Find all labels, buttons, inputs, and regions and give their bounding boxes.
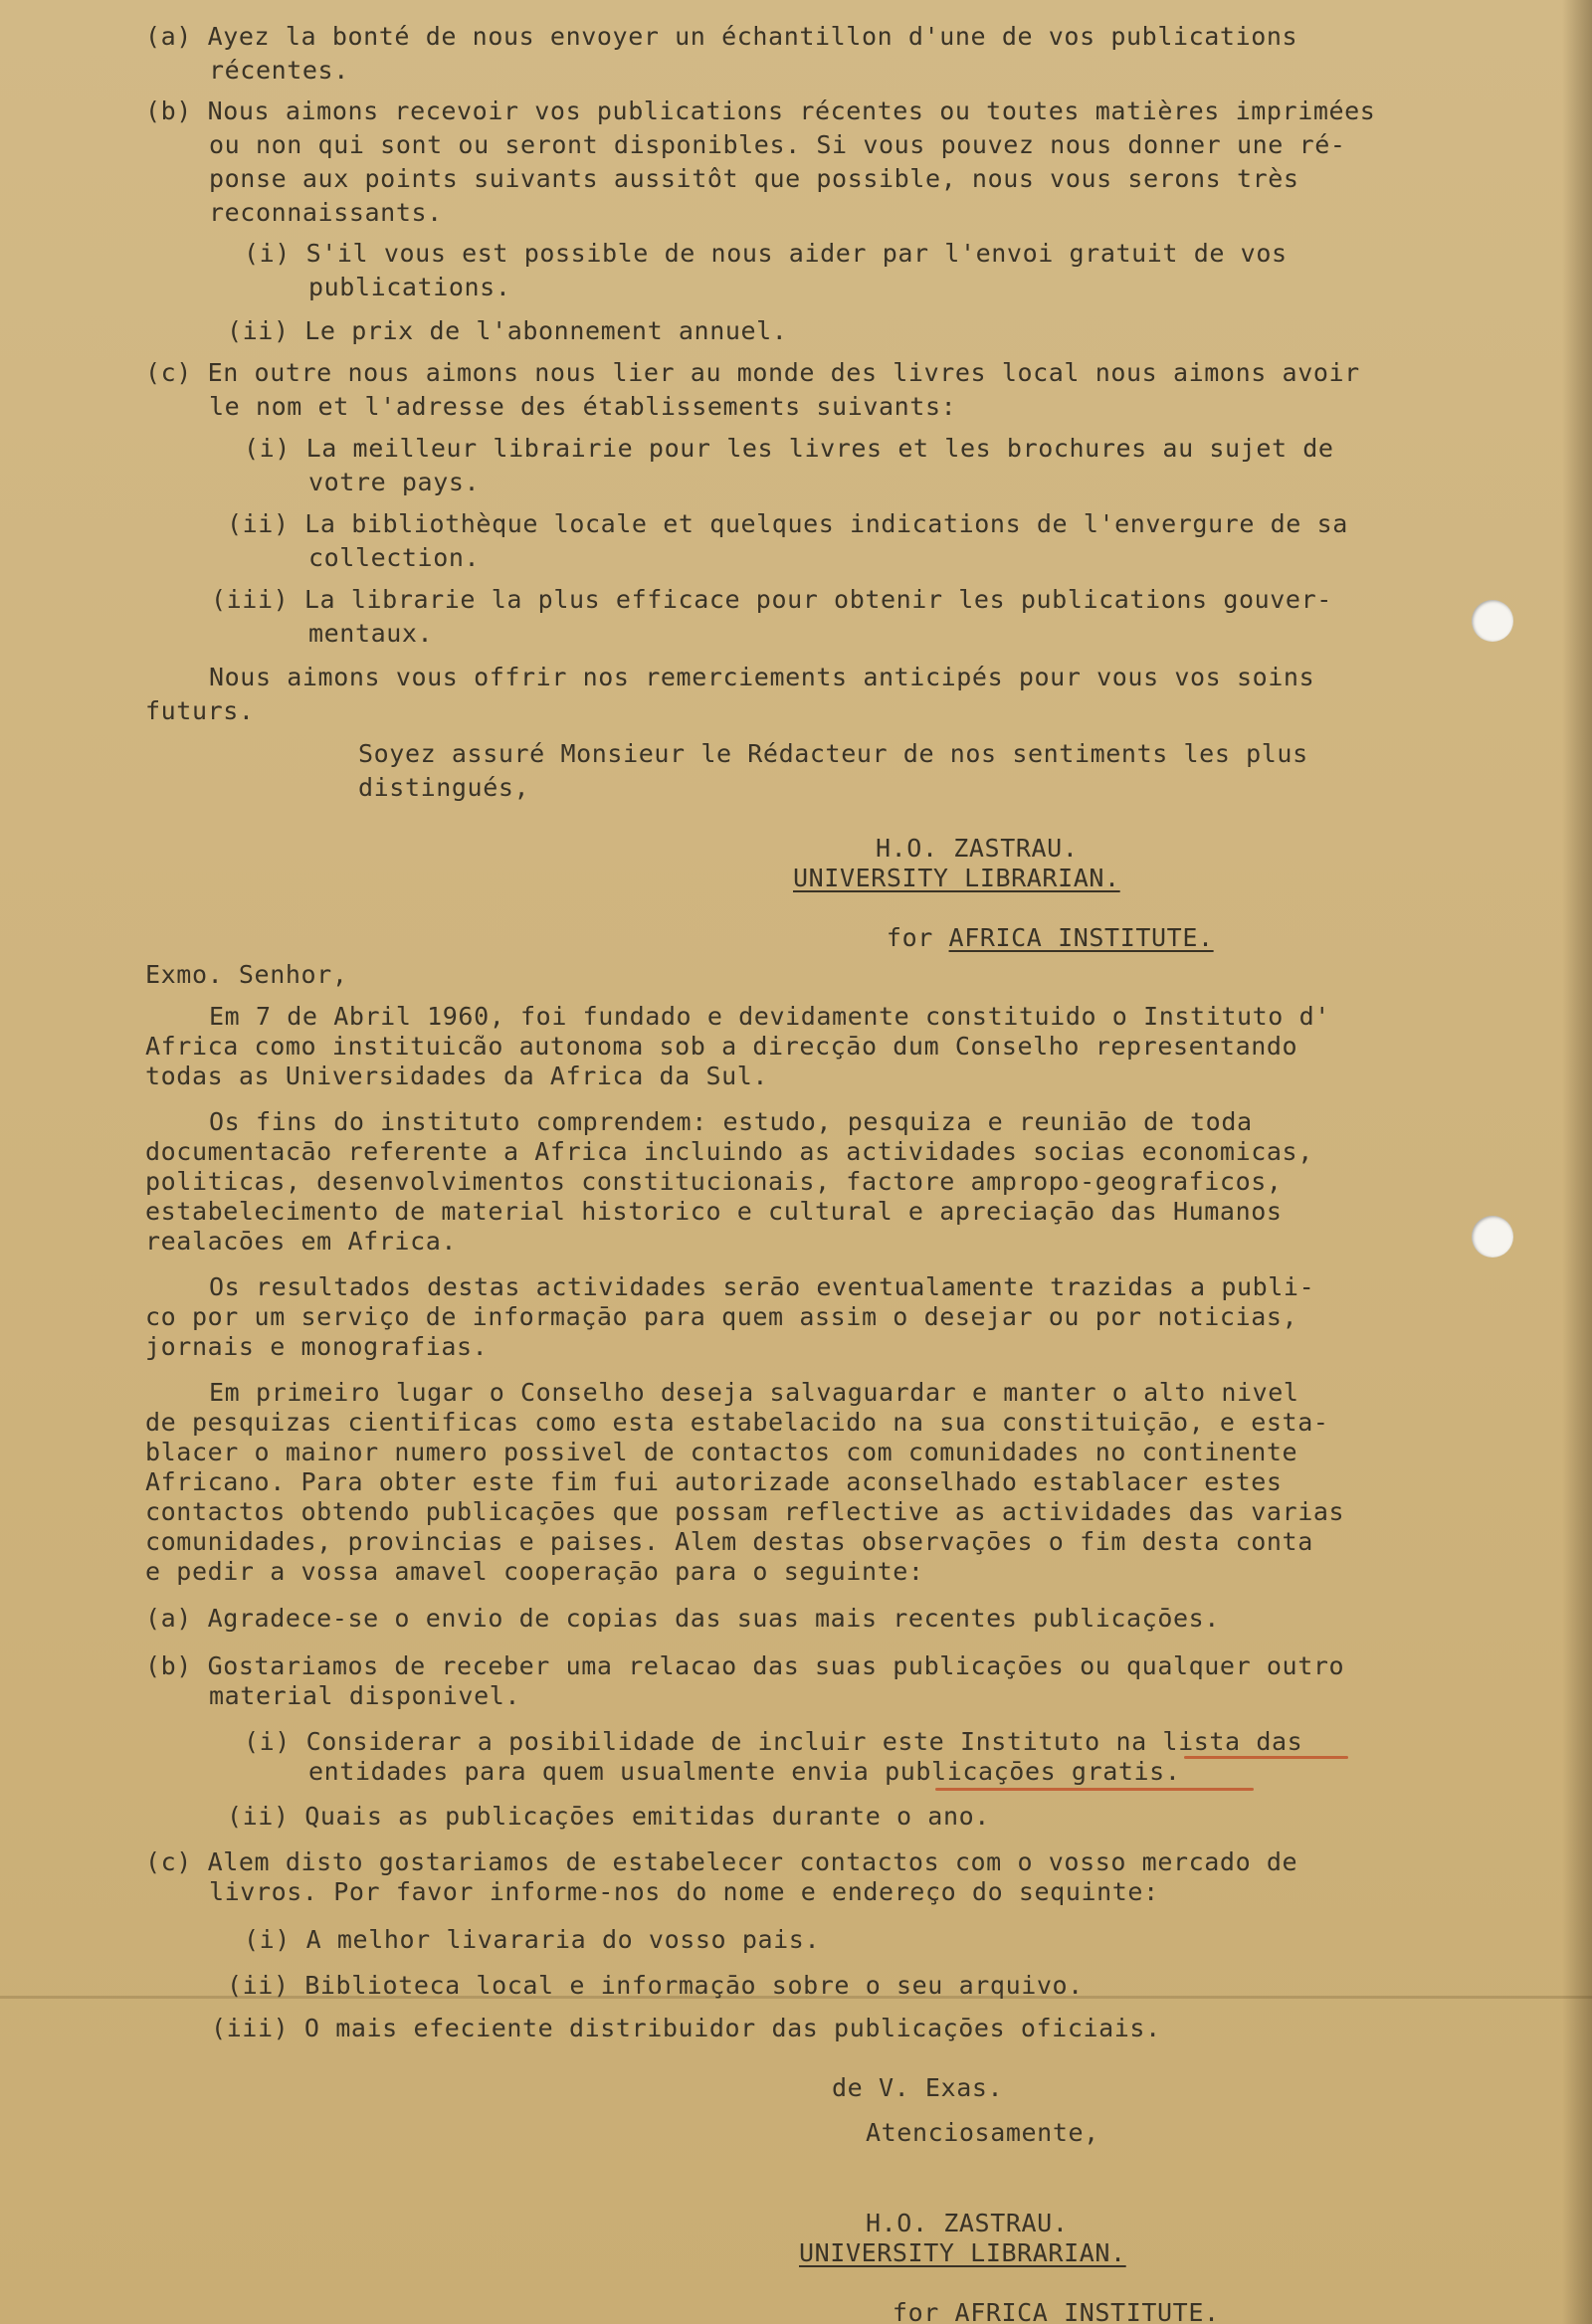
portuguese-closing-1: de V. Exas. (832, 2073, 1004, 2102)
text-line: contactos obtendo publicaçōes que possam reflective as actividades das varias (145, 1497, 1345, 1526)
portuguese-salutation: Exmo. Senhor, (145, 960, 348, 989)
text-line: Soyez assuré Monsieur le Rédacteur de nos sentiments les plus (358, 739, 1308, 768)
text-line: Os fins do instituto comprendem: estudo, pesquiza e reuniāo de toda (209, 1107, 1253, 1136)
text-line: co por um serviço de informaçāo para quem assim o desejar ou por noticias, (145, 1302, 1298, 1331)
text-line: distingués, (358, 773, 530, 802)
text-line: entidades para quem usualmente envia publicaçōes gratis. (308, 1757, 1181, 1786)
text-line: collection. (308, 543, 481, 572)
text-line: Em primeiro lugar o Conselho deseja salvaguardar e manter o alto nivel (209, 1378, 1299, 1407)
text-line: (i) S'il vous est possible de nous aider par l'envoi gratuit de vos (244, 239, 1288, 268)
text-line: Em 7 de Abril 1960, foi fundado e devidamente constituido o Instituto d' (209, 1002, 1330, 1031)
portuguese-item-c-ii: (ii) Biblioteca local e informaçāo sobre o seu arquivo. (227, 1971, 1084, 2000)
text-line: comunidades, provincias e paises. Alem destas observaçōes o fim desta conta (145, 1527, 1313, 1556)
for-word: for (892, 2298, 939, 2324)
text-line: futurs. (145, 696, 255, 725)
signatory-name: H.O. ZASTRAU. (876, 834, 1079, 863)
text-line: e pedir a vossa amavel cooperaçāo para o seguinte: (145, 1557, 924, 1586)
text-line: documentacāo referente a Africa incluindo as actividades socias economicas, (145, 1137, 1313, 1166)
text-line: ponse aux points suivants aussitôt que possible, nous vous serons très (209, 164, 1299, 193)
text-line: (b) Gostariamos de receber uma relacao das suas publicaçōes ou qualquer outro (145, 1651, 1345, 1680)
portuguese-item-b-ii: (ii) Quais as publicaçōes emitidas durante o ano. (227, 1802, 990, 1831)
signatory-title: UNIVERSITY LIBRARIAN. (793, 864, 1120, 892)
signatory-title: UNIVERSITY LIBRARIAN. (799, 2238, 1126, 2267)
signatory-affiliation (799, 2268, 1220, 2324)
punch-hole-bottom (1472, 1216, 1513, 1258)
french-item-b-ii: (ii) Le prix de l'abonnement annuel. (227, 316, 788, 345)
red-pen-underline (1184, 1756, 1348, 1759)
text-line: material disponivel. (209, 1681, 521, 1710)
text-line: ou non qui sont ou seront disponibles. Si vous pouvez nous donner une ré- (209, 130, 1346, 159)
text-line: Nous aimons vous offrir nos remerciements anticipés pour vous vos soins (209, 663, 1315, 691)
text-line: blacer o mainor numero possivel de contactos com comunidades no continente (145, 1438, 1298, 1466)
text-line: (a) Ayez la bonté de nous envoyer un échantillon d'une de vos publications (145, 22, 1298, 51)
portuguese-item-c-i: (i) A melhor livararia do vosso pais. (244, 1925, 821, 1954)
signatory-name: H.O. ZASTRAU. (866, 2209, 1069, 2237)
text-line: (i) La meilleur librairie pour les livres et les brochures au sujet de (244, 434, 1334, 463)
text-line: (i) Considerar a posibilidade de incluir este Instituto na lista das (244, 1727, 1303, 1756)
text-line: (b) Nous aimons recevoir vos publications récentes ou toutes matières imprimées (145, 97, 1376, 125)
text-line: (c) En outre nous aimons nous lier au monde des livres local nous aimons avoir (145, 358, 1360, 387)
text-line: Africa como instituicão autonoma sob a direcçāo dum Conselho representando (145, 1032, 1298, 1061)
text-line: de pesquizas cientificas como esta estabelacido na sua constituiçāo, e esta- (145, 1408, 1329, 1437)
text-line: Os resultados destas actividades serāo eventualamente trazidas a publi- (209, 1272, 1315, 1301)
signatory-affiliation (793, 893, 1214, 983)
text-line: jornais e monografias. (145, 1332, 489, 1361)
text-line: reconnaissants. (209, 198, 443, 227)
text-line: (iii) La librarie la plus efficace pour obtenir les publications gouver- (211, 585, 1332, 614)
for-word: for (886, 923, 933, 952)
text-line: votre pays. (308, 468, 481, 496)
text-line: estabelecimento de material historico e cultural e apreciaçāo das Humanos (145, 1197, 1283, 1226)
portuguese-item-a: (a) Agradece-se o envio de copias das suas mais recentes publicaçōes. (145, 1604, 1220, 1633)
text-line: (ii) La bibliothèque locale et quelques indications de l'envergure de sa (227, 509, 1348, 538)
text-line: mentaux. (308, 619, 434, 648)
text-line: realacōes em Africa. (145, 1227, 458, 1256)
red-pen-underline (935, 1788, 1254, 1791)
portuguese-closing-2: Atenciosamente, (866, 2118, 1099, 2147)
text-line: le nom et l'adresse des établissements suivants: (209, 392, 957, 421)
organization-name: AFRICA INSTITUTE. (954, 2298, 1220, 2324)
text-line: (c) Alem disto gostariamos de estabelecer contactos com o vosso mercado de (145, 1847, 1298, 1876)
text-line: todas as Universidades da Africa da Sul. (145, 1062, 769, 1090)
text-line: récentes. (209, 56, 349, 85)
text-line: livros. Por favor informe-nos do nome e endereço do sequinte: (209, 1877, 1159, 1906)
text-line: publications. (308, 273, 511, 301)
organization-name: AFRICA INSTITUTE. (948, 923, 1214, 952)
text-line: Africano. Para obter este fim fui autorizade aconselhado establacer estes (145, 1467, 1283, 1496)
text-line: politicas, desenvolvimentos constitucionais, factore ampropo-geograficos, (145, 1167, 1283, 1196)
portuguese-item-c-iii: (iii) O mais efeciente distribuidor das publicaçōes oficiais. (211, 2014, 1161, 2042)
punch-hole-top (1472, 600, 1513, 642)
